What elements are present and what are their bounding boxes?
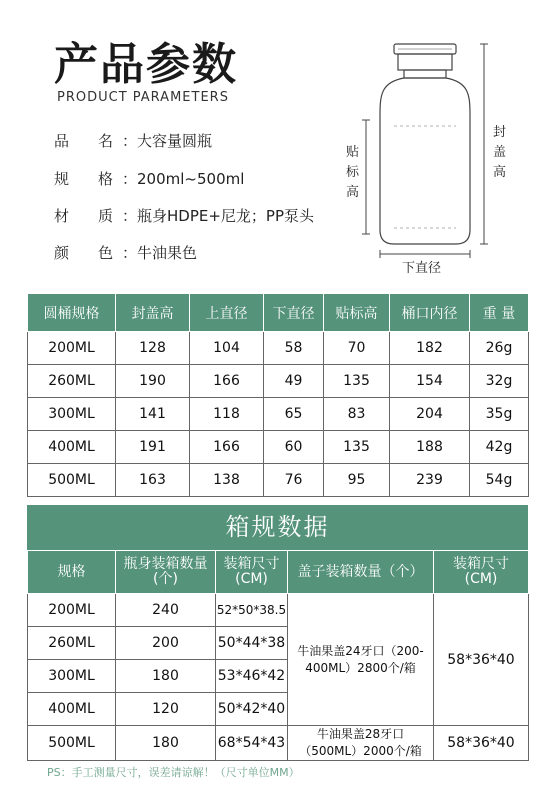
table-row bbox=[28, 594, 529, 627]
table-cell: 400ML bbox=[28, 693, 116, 726]
table-cell: 95 bbox=[324, 464, 390, 497]
dimension-table-header bbox=[28, 294, 529, 332]
table-cell: 32g bbox=[470, 365, 529, 398]
table-cell: 154 bbox=[390, 365, 470, 398]
box-section-title: 箱规数据 bbox=[27, 505, 528, 550]
table-cell: 180 bbox=[116, 660, 216, 693]
table-cell: 83 bbox=[324, 398, 390, 431]
cap-height-char-2: 盖 bbox=[493, 145, 507, 160]
packing-table bbox=[27, 550, 529, 761]
bottle-neck bbox=[404, 70, 446, 78]
table-row bbox=[28, 431, 529, 464]
table-cell: 204 bbox=[390, 398, 470, 431]
measurement-note: PS：手工测量尺寸，误差请谅解！（尺寸单位MM） bbox=[47, 766, 300, 779]
table-cell: 239 bbox=[390, 464, 470, 497]
col-header: 封盖高 bbox=[116, 294, 190, 332]
table-cell: 180 bbox=[116, 726, 216, 761]
table-cell: 135 bbox=[324, 431, 390, 464]
table-cell: 135 bbox=[324, 365, 390, 398]
table-cell: 141 bbox=[116, 398, 190, 431]
label-height-char-3: 高 bbox=[346, 185, 360, 200]
table-cell: 104 bbox=[190, 332, 264, 365]
table-cell: 65 bbox=[264, 398, 324, 431]
table-cell: 60 bbox=[264, 431, 324, 464]
table-cell: 76 bbox=[264, 464, 324, 497]
spec-color: 颜 色 ：牛油果色 bbox=[54, 244, 198, 262]
col-header-bottle-qty: 瓶身装箱数量 (个) bbox=[116, 551, 216, 594]
table-cell: 70 bbox=[324, 332, 390, 365]
table-cell: 200ML bbox=[28, 594, 116, 627]
table-row bbox=[28, 726, 529, 761]
col-header-cap-box-size: 装箱尺寸 (CM) bbox=[434, 551, 529, 594]
col-header: 下直径 bbox=[264, 294, 324, 332]
table-row bbox=[28, 332, 529, 365]
col-header-spec: 规格 bbox=[28, 551, 116, 594]
table-cell: 260ML bbox=[28, 365, 116, 398]
table-cell: 400ML bbox=[28, 431, 116, 464]
table-cell: 50*42*40 bbox=[216, 693, 288, 726]
table-cell: 190 bbox=[116, 365, 190, 398]
bottle-dimension-diagram bbox=[336, 36, 516, 276]
spec-material: 材 质 ：瓶身HDPE+尼龙；PP泵头 bbox=[54, 207, 315, 225]
table-cell: 42g bbox=[470, 431, 529, 464]
cap-group-1: 牛油果盖24牙口（200- 400ML）2800个/箱 bbox=[288, 594, 434, 726]
spec-name: 品 名 ：大容量圆瓶 bbox=[54, 132, 213, 150]
bottom-diameter-label: 下直径 bbox=[402, 261, 442, 276]
table-cell: 53*46*42 bbox=[216, 660, 288, 693]
table-cell: 300ML bbox=[28, 660, 116, 693]
cap-group-2: 牛油果盖28牙口 （500ML）2000个/箱 bbox=[288, 726, 434, 761]
table-cell: 68*54*43 bbox=[216, 726, 288, 761]
table-cell: 138 bbox=[190, 464, 264, 497]
table-cell: 260ML bbox=[28, 627, 116, 660]
table-cell: 166 bbox=[190, 431, 264, 464]
table-cell: 182 bbox=[390, 332, 470, 365]
cap-group-2-size: 58*36*40 bbox=[434, 726, 529, 761]
table-cell: 49 bbox=[264, 365, 324, 398]
table-cell: 200ML bbox=[28, 332, 116, 365]
table-cell: 191 bbox=[116, 431, 190, 464]
col-header: 贴标高 bbox=[324, 294, 390, 332]
col-header: 上直径 bbox=[190, 294, 264, 332]
table-cell: 500ML bbox=[28, 726, 116, 761]
cap-height-char-3: 高 bbox=[493, 165, 507, 180]
cap-group-1-size: 58*36*40 bbox=[434, 594, 529, 726]
col-header-box-size: 装箱尺寸 (CM) bbox=[216, 551, 288, 594]
spec-size: 规 格 ：200ml~500ml bbox=[54, 170, 245, 188]
table-cell: 54g bbox=[470, 464, 529, 497]
table-cell: 52*50*38.5 bbox=[216, 594, 288, 627]
table-cell: 163 bbox=[116, 464, 190, 497]
table-row bbox=[28, 398, 529, 431]
table-cell: 26g bbox=[470, 332, 529, 365]
label-height-char-2: 标 bbox=[346, 165, 360, 180]
table-cell: 166 bbox=[190, 365, 264, 398]
table-cell: 240 bbox=[116, 594, 216, 627]
table-cell: 188 bbox=[390, 431, 470, 464]
table-row bbox=[28, 464, 529, 497]
table-row bbox=[28, 365, 529, 398]
table-cell: 58 bbox=[264, 332, 324, 365]
table-cell: 200 bbox=[116, 627, 216, 660]
table-cell: 300ML bbox=[28, 398, 116, 431]
col-header: 圆桶规格 bbox=[28, 294, 116, 332]
page-title: 产品参数 bbox=[54, 39, 238, 90]
col-header: 桶口内径 bbox=[390, 294, 470, 332]
table-cell: 500ML bbox=[28, 464, 116, 497]
cap-body bbox=[398, 54, 452, 70]
label-height-char-1: 贴 bbox=[346, 145, 360, 160]
cap-height-char-1: 封 bbox=[493, 125, 507, 140]
page-subtitle: PRODUCT PARAMETERS bbox=[57, 90, 229, 105]
col-header: 重 量 bbox=[470, 294, 529, 332]
bottle-body bbox=[380, 78, 470, 244]
table-cell: 35g bbox=[470, 398, 529, 431]
table-cell: 120 bbox=[116, 693, 216, 726]
table-cell: 50*44*38 bbox=[216, 627, 288, 660]
table-cell: 128 bbox=[116, 332, 190, 365]
packing-table-header bbox=[28, 551, 529, 594]
table-cell: 118 bbox=[190, 398, 264, 431]
col-header-cap-qty: 盖子装箱数量（个） bbox=[288, 551, 434, 594]
dimension-table bbox=[27, 293, 529, 497]
